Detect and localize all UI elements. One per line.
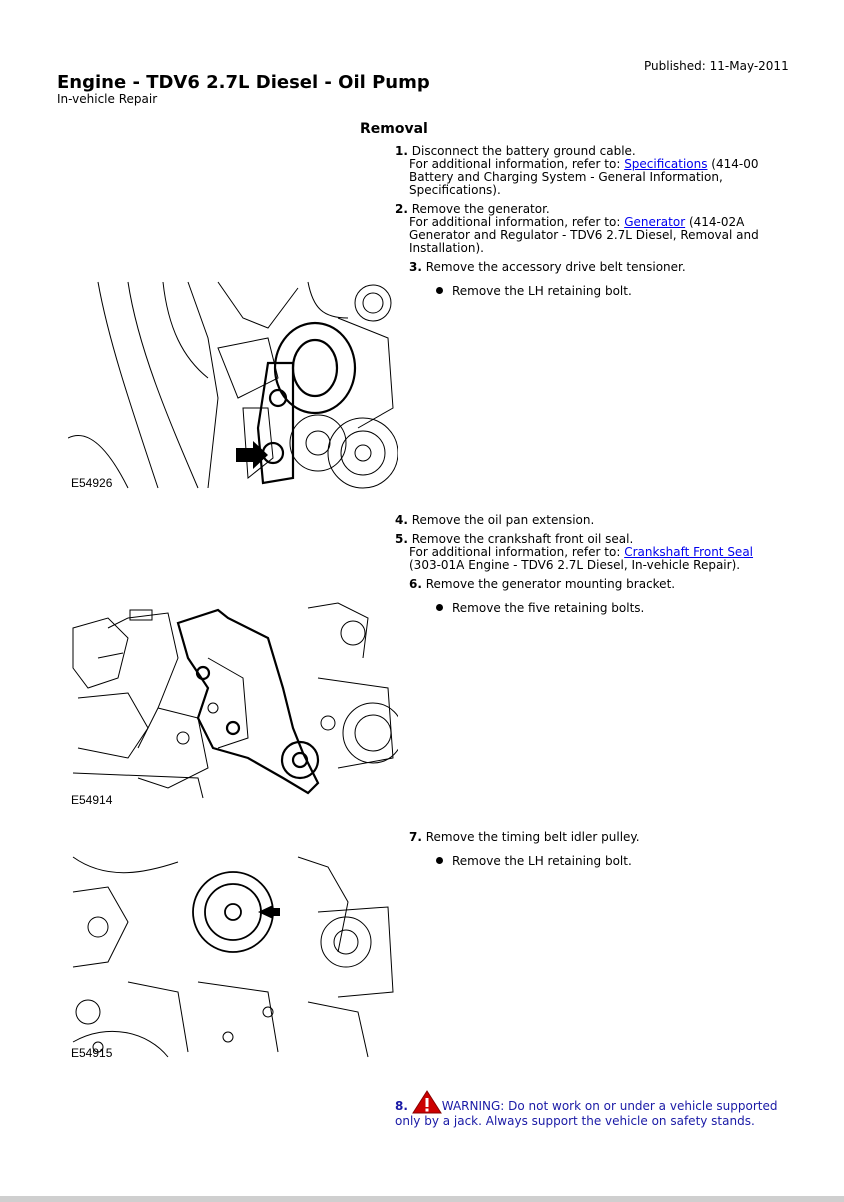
step-4	[395, 514, 594, 527]
reference-suffix: (414-00	[707, 157, 759, 171]
step-text: Remove the accessory drive belt tensioner.	[425, 260, 686, 274]
figure-idler-pulley	[68, 852, 398, 1062]
link-crankshaft-front-seal[interactable]: Crankshaft Front Seal	[624, 545, 754, 559]
arrow-right-icon	[236, 441, 268, 469]
page-footer-bar	[0, 1196, 844, 1202]
reference-suffix: (414-02A	[685, 215, 745, 229]
bullet-text: Remove the LH retaining bolt.	[452, 284, 632, 298]
reference-line: (303-01A Engine - TDV6 2.7L Diesel, In-vehicle Repair).	[409, 558, 741, 572]
reference-line: Specifications).	[409, 183, 501, 197]
step-text: Remove the generator mounting bracket.	[425, 577, 676, 591]
warning-step-8	[395, 1090, 795, 1128]
step-number: 6.	[409, 577, 422, 591]
link-specifications[interactable]: Specifications	[624, 157, 708, 171]
warning-text: WARNING: Do not work on or under a vehicle supported	[441, 1099, 778, 1113]
step-text: Remove the crankshaft front oil seal.	[411, 532, 634, 546]
figure-generator-bracket	[68, 598, 398, 810]
bullet-text: Remove the five retaining bolts.	[452, 601, 645, 615]
bullet-dot-icon	[436, 857, 443, 864]
bullet-dot-icon	[436, 604, 443, 611]
bullet-step-7	[436, 855, 632, 868]
step-text: Remove the generator.	[411, 202, 550, 216]
step-number: 2.	[395, 202, 408, 216]
figure-label: E54914	[71, 793, 113, 807]
link-generator[interactable]: Generator	[624, 215, 686, 229]
warning-triangle-icon	[412, 1090, 442, 1114]
reference-prefix: For additional information, refer to:	[409, 157, 625, 171]
reference-line: Installation).	[409, 241, 484, 255]
reference-prefix: For additional information, refer to:	[409, 545, 625, 559]
step-2-reference	[409, 216, 779, 255]
step-number: 4.	[395, 513, 408, 527]
bullet-dot-icon	[436, 287, 443, 294]
step-number: 1.	[395, 144, 408, 158]
step-number: 3.	[409, 260, 422, 274]
page-subtitle: In-vehicle Repair	[57, 92, 158, 106]
step-text: Remove the oil pan extension.	[411, 513, 595, 527]
figure-belt-tensioner	[68, 278, 398, 492]
step-6	[409, 578, 675, 591]
figure-label: E54915	[71, 1046, 113, 1060]
reference-prefix: For additional information, refer to:	[409, 215, 625, 229]
bullet-text: Remove the LH retaining bolt.	[452, 854, 632, 868]
step-number: 5.	[395, 532, 408, 546]
step-3	[409, 261, 686, 274]
step-5-reference	[409, 546, 789, 572]
reference-line: Generator and Regulator - TDV6 2.7L Diesel, Removal and	[409, 228, 759, 242]
step-7	[409, 831, 640, 844]
page-title: Engine - TDV6 2.7L Diesel - Oil Pump	[57, 72, 430, 93]
reference-line: Battery and Charging System - General Information,	[409, 170, 723, 184]
step-number: 8.	[395, 1099, 408, 1113]
figure-label: E54926	[71, 476, 113, 490]
step-1-reference	[409, 158, 779, 197]
warning-text: only by a jack. Always support the vehicle on safety stands.	[395, 1114, 755, 1128]
step-text: Remove the timing belt idler pulley.	[425, 830, 640, 844]
bullet-step-6	[436, 602, 644, 615]
section-title: Removal	[360, 121, 428, 137]
step-text: Disconnect the battery ground cable.	[411, 144, 636, 158]
published-date: Published: 11-May-2011	[644, 59, 789, 73]
step-number: 7.	[409, 830, 422, 844]
bullet-step-3	[436, 285, 632, 298]
